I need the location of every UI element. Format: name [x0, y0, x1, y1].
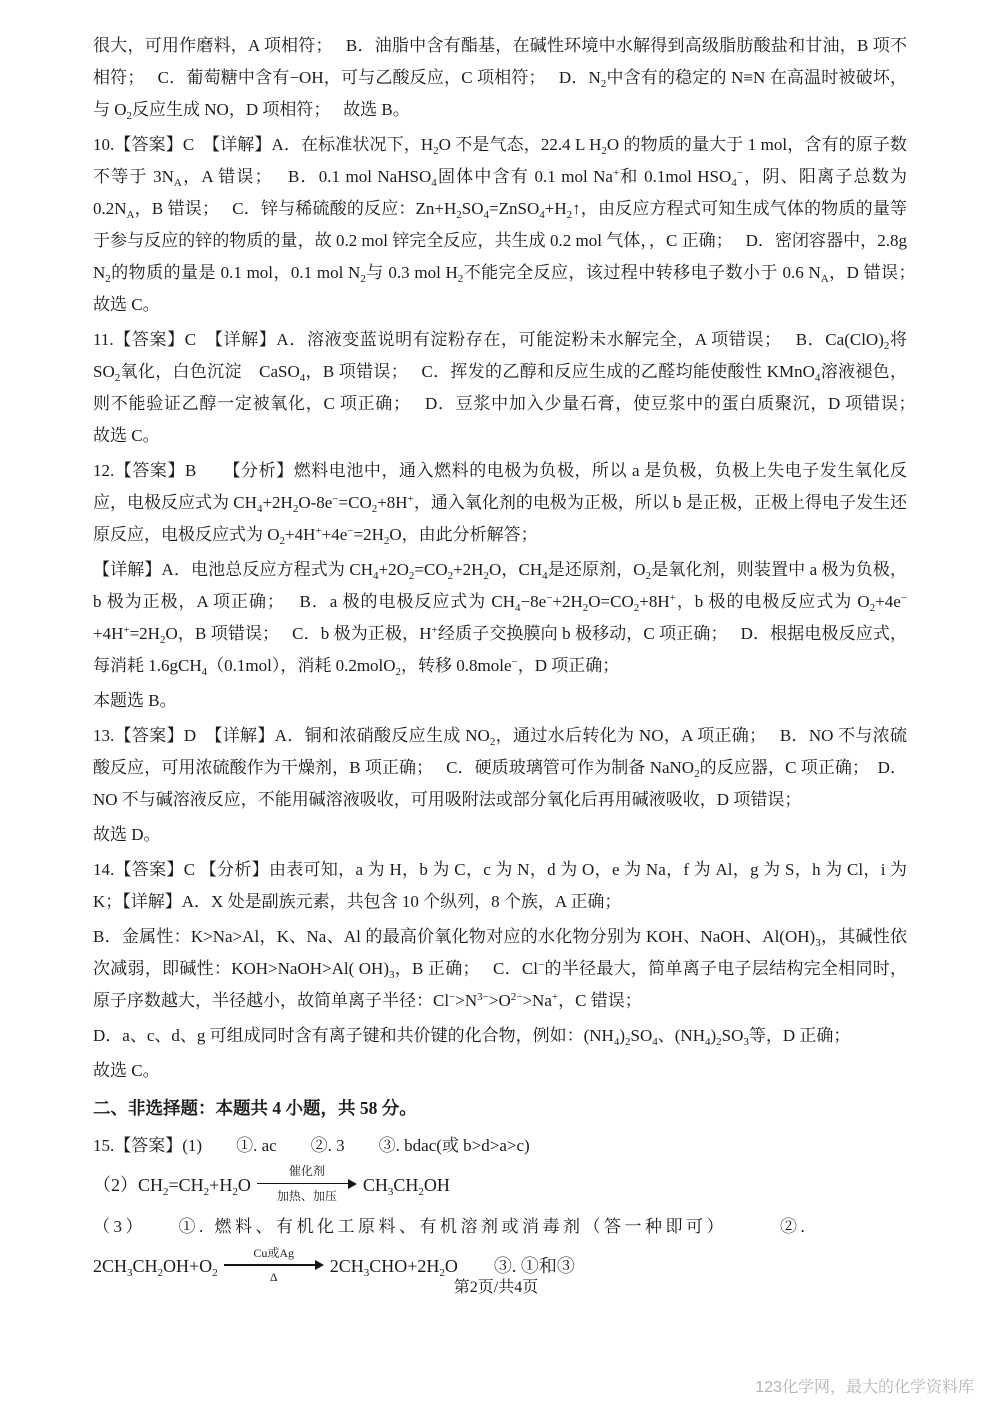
- q12-analysis: 12.【答案】B 【分析】燃料电池中，通入燃料的电极为负极，所以 a 是负极，负极上失电子发生氧化反应，电极反应式为 $CH_4+2H_2O-8e^-=CO_2+8H^+$，通入氧化剂的电极为正极，所以 b 是正极，正极上得电子发生还原反应，电极反应式为 $O_2+4H^++4e^-=2H_2O$，由此分析解答；: [93, 461, 908, 547]
- q14-option-bc: B．金属性：K>Na>Al，K、Na、Al 的最高价氧化物对应的水化物分别为 KOH、NaOH、$Al(OH)_3$，其碱性依次减弱，即碱性：KOH>NaOH>Al( $OH)_3$，B 正确； C．Cl−的半径最大，简单离子电子层结构完全相同时，原子序数越大，半径越小，故简单离子半径：$Cl^->N^{3-}>O^{2-}>Na^+$，C 错误；: [93, 927, 908, 1010]
- q15-part1: 15.【答案】(1) ①. ac ②. 3 ③. bdac(或 b>d>a>c): [93, 1136, 530, 1155]
- q15-part3-line1: （3） ①. 燃料、有机化工原料、有机溶剂或消毒剂（答一种即可） ②.: [93, 1217, 809, 1237]
- arrow-bottom-label: Δ: [269, 1270, 278, 1285]
- q12-detail: 【详解】A．电池总反应方程式为 $CH_4+2O_2=CO_2+2H_2O$，$CH_4$是还原剂，$O_2$是氧化剂，则装置中 a 极为负极，b 极为正极，A 项正确； B．a 极的电极反应式为 $CH_4-8e^-+2H_2O=CO_2+8H^+$，b 极的电极反应式为 $O_2+4e^-+4H^+=2H_2O$，B 项错误； C．b 极为正极，H+经质子交换膜向 b 极移动，C 项正确； D．根据电极反应式，每消耗 1.6gCH$_4$（0.1mol），消耗 0.2molO$_2$，转移 0.8mole−，D 项正确；: [93, 560, 908, 678]
- q13-conclusion: 故选 D。: [93, 825, 161, 844]
- q14-conclusion: 故选 C。: [93, 1061, 160, 1080]
- arrow-top-label: 催化剂: [288, 1164, 325, 1179]
- document-body: [93, 30, 929, 1293]
- q15-part3-equation: $2CH_3CH_2OH+O_2$ Cu或Ag Δ $2CH_3CHO+2H_2O$ ③. ①和③: [93, 1245, 575, 1285]
- q10-answer: 10.【答案】C 【详解】A．在标准状况下，$H_2O$ 不是气态，22.4 L $H_2O$ 的物质的量大于 1 mol，含有的原子数不等于 $3N_A$，A 错误； B．0.1 mol NaHSO$_4$固体中含有 0.1 mol Na+和 0.1mol $HSO_4^-$，阴、阳离子总数为 $0.2N_A$，B 错误； C．锌与稀硫酸的反应：$Zn+H_2SO_4=ZnSO_4+H_2↑$，由反应方程式可知生成气体的物质的量等于参与反应的锌的物质的量，故 0.2 mol 锌完全反应，共生成 0.2 mol 气体，，C 正确； D．密闭容器中，2.8g $N_2$的物质的量是 0.1 mol，0.1 mol $N_2$与 0.3 mol $H_2$不能完全反应，该过程中转移电子数小于 0.6 $N_A$，D 错误； 故选 C。: [93, 135, 929, 314]
- arrow-top-label: Cu或Ag: [253, 1245, 295, 1260]
- right-arrow-icon: [257, 1179, 357, 1189]
- q14-option-d: D．a、c、d、g 可组成同时含有离子键和共价键的化合物，例如：$(NH_4)_2SO_4$、$(NH_4)_2SO_3$等，D 正确；: [93, 1026, 851, 1048]
- q9-continuation: 很大，可用作磨料，A 项相符； B．油脂中含有酯基，在碱性环境中水解得到高级脂肪酸盐和甘油，B 项不相符； C．葡萄糖中含有−OH，可与乙酸反应，C 项相符； D．$N_2$中含有的稳定的 N≡N 在高温时被破坏，与 $O_2$反应生成 NO，D 项相符； 故选 B。: [93, 36, 907, 122]
- watermark-text: 123化学网，最大的化学资料库: [755, 1379, 974, 1396]
- q15-part2-equation: $(2)CH_2=CH_2+H_2O$ 催化剂 加热、加压 $CH_3CH_2OH$: [93, 1164, 450, 1203]
- q12-conclusion: 本题选 B。: [93, 691, 177, 710]
- reaction-arrow: [257, 1164, 357, 1203]
- q13-answer: 13.【答案】D 【详解】A．铜和浓硝酸反应生成 $NO_2$，通过水后转化为 NO，A 项正确； B．NO 不与浓硫酸反应，可用浓硫酸作为干燥剂，B 项正确； C．硬质玻璃管可作为制备 NaNO$_2$的反应器，C 项正确； D．NO 不与碱溶液反应，不能用碱溶液吸收，可用吸附法或部分氧化后再用碱液吸收，D 项错误；: [93, 726, 907, 809]
- q11-answer: 11.【答案】C 【详解】A．溶液变蓝说明有淀粉存在，可能淀粉未水解完全，A 项错误； B．$Ca(ClO)_2$将 $SO_2$氧化，白色沉淀 CaSO$_4$，B 项错误； C．挥发的乙醇和反应生成的乙醛均能使酸性 KMnO$_4$溶液褪色，则不能验证乙醇一定被氧化，C 项正确； D．豆浆中加入少量石膏，使豆浆中的蛋白质聚沉，D 项错误； 故选 C。: [93, 330, 929, 445]
- page-number: 第2页/共4页: [453, 1279, 539, 1296]
- q14-analysis: 14.【答案】C 【分析】由表可知，a 为 H，b 为 C，c 为 N，d 为 O，e 为 Na，f 为 Al，g 为 S，h 为 Cl，i 为 K；【详解】A．X 处是副族元素，共包含 10 个纵列，8 个族，A 正确；: [93, 860, 907, 911]
- arrow-bottom-label: 加热、加压: [276, 1188, 337, 1203]
- section2-heading: 二、非选择题：本题共 4 小题，共 58 分。: [93, 1098, 417, 1118]
- right-arrow-icon: [224, 1260, 324, 1270]
